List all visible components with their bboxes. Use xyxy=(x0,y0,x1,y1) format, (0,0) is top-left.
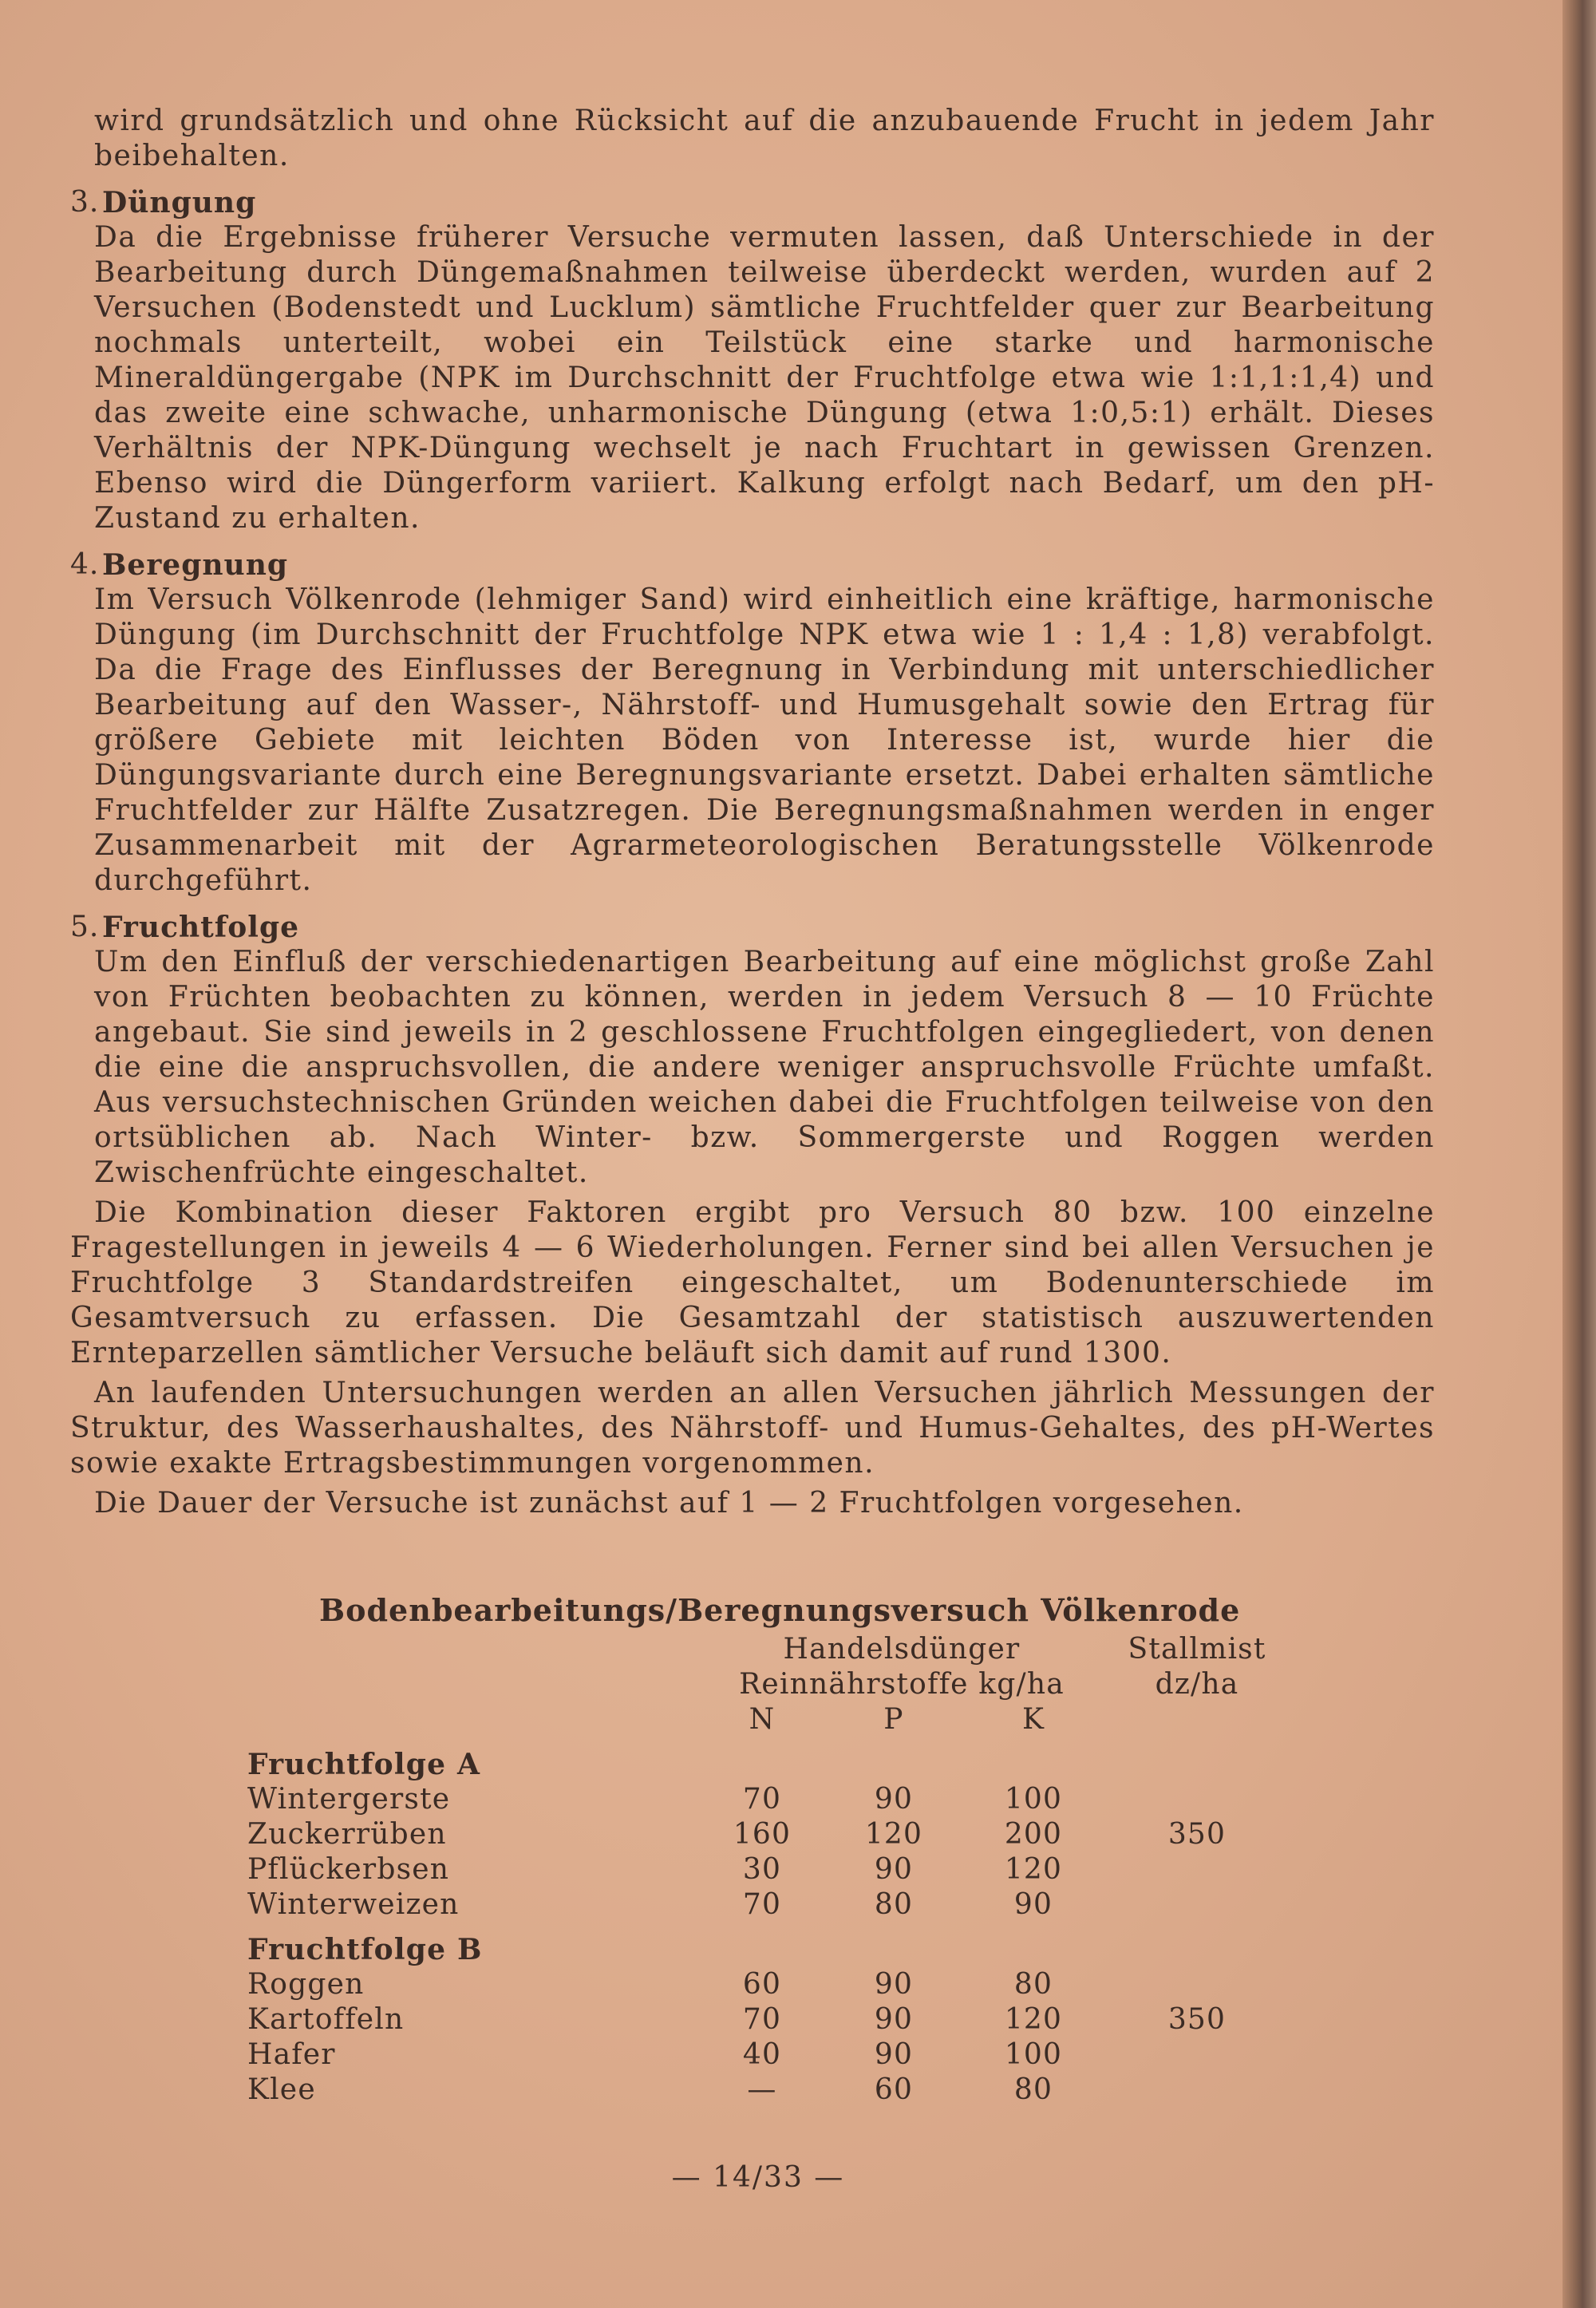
table-row xyxy=(247,2072,1301,2107)
fertilizer-table-block xyxy=(247,1592,1365,2107)
table-row xyxy=(247,2037,1301,2072)
fertilizer-table xyxy=(247,1631,1301,2107)
book-binding-edge xyxy=(1562,0,1596,2308)
page-number: — 14/33 — xyxy=(671,2161,845,2194)
value-p: 90 xyxy=(874,2002,914,2036)
value-manure xyxy=(1093,1887,1301,1922)
value-manure: 350 xyxy=(1167,1817,1227,1851)
value-n: — xyxy=(747,2073,777,2106)
crop-name: Kartoffeln xyxy=(247,2002,405,2036)
header-n: N xyxy=(749,1702,776,1736)
value-n: 70 xyxy=(742,2002,782,2036)
value-manure xyxy=(1093,1852,1301,1887)
section-duengung xyxy=(70,185,1435,536)
section-beregnung xyxy=(70,547,1435,899)
crop-name: Zuckerrüben xyxy=(247,1817,447,1851)
value-k: 200 xyxy=(1004,1817,1063,1851)
crop-name: Wintergerste xyxy=(247,1782,451,1816)
body-text xyxy=(70,104,1435,1521)
crop-name: Hafer xyxy=(247,2037,336,2071)
value-p: 90 xyxy=(874,1782,914,1816)
value-k: 80 xyxy=(1013,2073,1053,2106)
header-k: K xyxy=(1021,1702,1045,1736)
value-n: 40 xyxy=(742,2037,782,2071)
value-k: 80 xyxy=(1013,1967,1053,2001)
paragraph-dauer: Die Dauer der Versuche ist zunächst auf 1 — 2 Fruchtfolgen vorgesehen. xyxy=(94,1487,1244,1520)
crop-name: Klee xyxy=(247,2073,316,2106)
section-body: Im Versuch Völkenrode (lehmiger Sand) wird einheitlich eine kräftige, harmonische Düngung (im Durchschnitt der Fruchtfolge NPK etwa wie 1 : 1,4 : 1,8) verabfolgt. Da die Frage des Einflusses der Beregnung in Verbindung mit unterschiedlicher Bearbeitung auf den Wasser-, Nährstoff- und Humusgehalt sowie den Ertrag für größere Gebiete mit leichten Böden von Interesse ist, wurde hier die Düngungsvariante durch eine Beregnungsvariante ersetzt. Dabei erhalten sämtliche Fruchtfelder zur Hälfte Zusatzregen. Die Beregnungsmaßnahmen werden in enger Zusammenarbeit mit der Agrarmeteorologischen Beratungsstelle Völkenrode durchgeführt. xyxy=(94,583,1435,897)
value-p: 90 xyxy=(874,1967,914,2001)
header-reinnaehrstoffe: Reinnährstoffe kg/ha xyxy=(739,1667,1065,1701)
section-number: 4. xyxy=(70,548,100,581)
value-p: 120 xyxy=(864,1817,923,1851)
table-header-row xyxy=(247,1631,1301,1666)
value-manure xyxy=(1093,1781,1301,1816)
section-heading: Fruchtfolge xyxy=(102,911,300,944)
table-group-row xyxy=(247,1922,1301,1966)
table-header-row xyxy=(247,1666,1301,1701)
section-heading: Düngung xyxy=(102,186,257,219)
crop-name: Pflückerbsen xyxy=(247,1852,450,1886)
header-unit-dzha: dz/ha xyxy=(1155,1667,1239,1701)
value-n: 60 xyxy=(742,1967,782,2001)
value-manure xyxy=(1093,2072,1301,2107)
value-n: 160 xyxy=(733,1817,792,1851)
value-manure: 350 xyxy=(1167,2002,1227,2036)
header-p: P xyxy=(883,1702,904,1736)
value-k: 90 xyxy=(1013,1887,1053,1921)
section-number: 5. xyxy=(70,911,100,943)
table-row xyxy=(247,1781,1301,1816)
header-stallmist: Stallmist xyxy=(1128,1632,1266,1666)
crop-name: Roggen xyxy=(247,1967,365,2001)
intro-paragraph: wird grundsätzlich und ohne Rücksicht auf die anzubauende Frucht in jedem Jahr beibehalten. xyxy=(94,105,1435,172)
section-number: 3. xyxy=(70,186,100,219)
value-k: 120 xyxy=(1004,2002,1063,2036)
table-row xyxy=(247,1852,1301,1887)
value-n: 70 xyxy=(742,1887,782,1921)
table-row xyxy=(247,1966,1301,2002)
value-p: 90 xyxy=(874,2037,914,2071)
value-manure xyxy=(1093,1966,1301,2002)
section-heading: Beregnung xyxy=(102,548,289,582)
table-row xyxy=(247,1887,1301,1922)
value-n: 70 xyxy=(742,1782,782,1816)
value-k: 100 xyxy=(1004,2037,1063,2071)
table-row xyxy=(247,2002,1301,2037)
value-k: 100 xyxy=(1004,1782,1063,1816)
group-label: Fruchtfolge A xyxy=(247,1748,481,1781)
group-label: Fruchtfolge B xyxy=(247,1933,483,1966)
table-group-row xyxy=(247,1737,1301,1781)
header-handelsduenger: Handelsdünger xyxy=(783,1632,1021,1666)
paragraph-untersuchungen: An laufenden Untersuchungen werden an allen Versuchen jährlich Messungen der Struktur, des Wasserhaushaltes, des Nährstoff- und Humus-Gehaltes, des pH-Wertes sowie exakte Ertragsbestimmungen vorgenommen. xyxy=(70,1377,1435,1480)
value-p: 90 xyxy=(874,1852,914,1886)
section-body: Da die Ergebnisse früherer Versuche vermuten lassen, daß Unterschiede in der Bearbeitung durch Düngemaßnahmen teilweise überdeckt werden, wurden auf 2 Versuchen (Bodenstedt und Lucklum) sämtliche Fruchtfelder quer zur Bearbeitung nochmals unterteilt, wobei ein Teilstück eine starke und harmonische Mineraldüngergabe (NPK im Durchschnitt der Fruchtfolge etwa wie 1:1,1:1,4) und das zweite eine schwache, unharmonische Düngung (etwa 1:0,5:1) erhält. Dieses Verhältnis der NPK-Düngung wechselt je nach Fruchtart in gewissen Grenzen. Ebenso wird die Düngerform variiert. Kalkung erfolgt nach Bedarf, um den pH-Zustand zu erhalten. xyxy=(94,221,1435,535)
crop-name: Winterweizen xyxy=(247,1887,460,1921)
table-row xyxy=(247,1816,1301,1852)
section-body: Um den Einfluß der verschiedenartigen Bearbeitung auf eine möglichst große Zahl von Früchten beobachten zu können, werden in jedem Versuch 8 — 10 Früchte angebaut. Sie sind jeweils in 2 geschlossene Fruchtfolgen eingegliedert, von denen die eine die anspruchsvollen, die andere weniger anspruchsvolle Früchte umfaßt. Aus versuchstechnischen Gründen weichen dabei die Fruchtfolgen teilweise von den ortsüblichen ab. Nach Winter- bzw. Sommergerste und Roggen werden Zwischenfrüchte eingeschaltet. xyxy=(94,946,1435,1189)
value-k: 120 xyxy=(1004,1852,1063,1886)
value-p: 60 xyxy=(874,2073,914,2106)
section-fruchtfolge xyxy=(70,910,1435,1191)
value-manure xyxy=(1093,2037,1301,2072)
table-header-row xyxy=(247,1701,1301,1737)
table-title: Bodenbearbeitungs/Beregnungsversuch Völkenrode xyxy=(319,1592,1241,1628)
value-n: 30 xyxy=(742,1852,782,1886)
value-p: 80 xyxy=(874,1887,914,1921)
paragraph-kombination: Die Kombination dieser Faktoren ergibt pro Versuch 80 bzw. 100 einzelne Fragestellungen in jeweils 4 — 6 Wiederholungen. Ferner sind bei allen Versuchen je Fruchtfolge 3 Standardstreifen eingeschaltet, um Bodenunterschiede im Gesamtversuch zu erfassen. Die Gesamtzahl der statistisch auszuwertenden Ernteparzellen sämtlicher Versuche beläuft sich damit auf rund 1300. xyxy=(70,1196,1435,1369)
